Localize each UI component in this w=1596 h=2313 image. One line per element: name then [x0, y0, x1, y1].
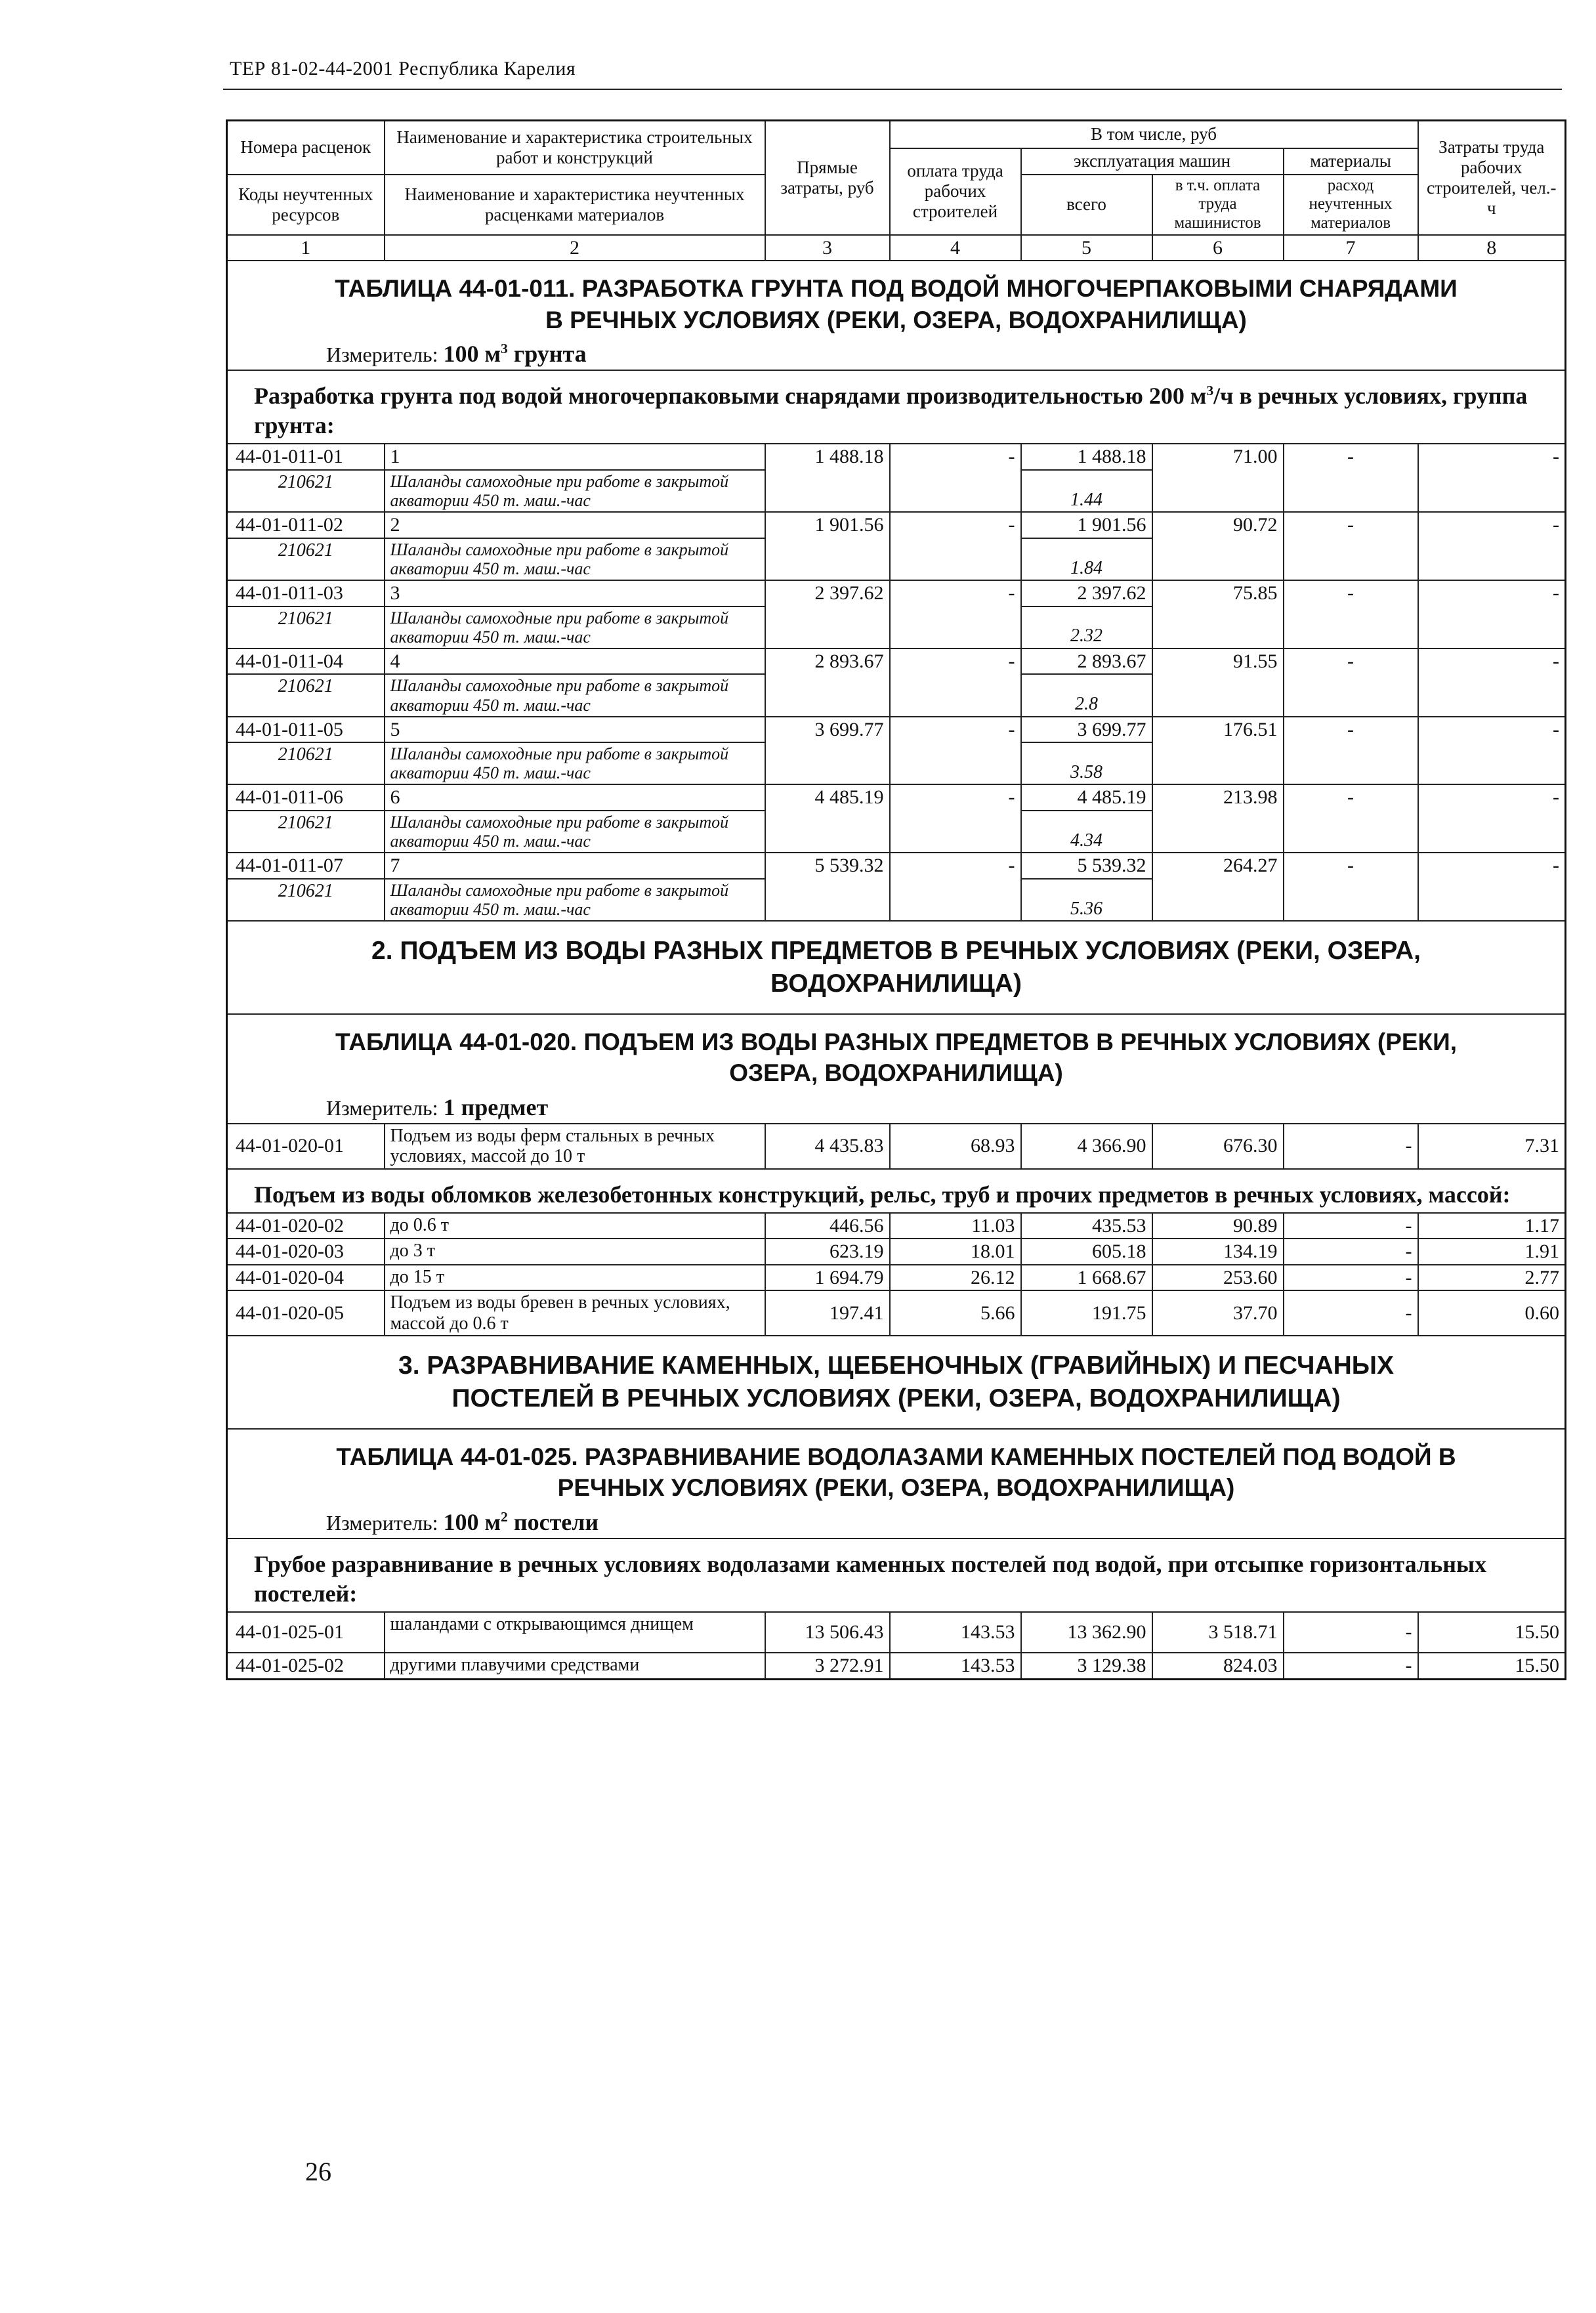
- column-number: 1: [227, 235, 385, 261]
- resource-name: Шаланды самоходные при работе в закрытой акватории 450 т. маш.-час: [385, 470, 765, 512]
- rate-code: 44-01-011-02: [227, 512, 385, 538]
- running-head: ТЕР 81-02-44-2001 Республика Карелия: [230, 58, 576, 79]
- subheader-row: [227, 370, 1566, 444]
- table-title-line: ТАБЛИЦА 44-01-011. РАЗРАБОТКА ГРУНТА ПОД ВОДОЙ МНОГОЧЕРПАКОВЫМИ СНАРЯДАМИ: [335, 275, 1458, 303]
- resource-code: 210621: [227, 606, 385, 648]
- materials: -: [1284, 853, 1418, 921]
- direct-costs: 197.41: [765, 1290, 890, 1336]
- table-title: [236, 1441, 1557, 1504]
- table-title: [236, 1027, 1557, 1089]
- materials: -: [1284, 1124, 1418, 1169]
- section-row: [227, 1336, 1566, 1429]
- table-row: [227, 648, 1566, 675]
- materials: -: [1284, 648, 1418, 717]
- resource-name: Шаланды самоходные при работе в закрытой акватории 450 т. маш.-час: [385, 811, 765, 853]
- worker-wages: 5.66: [890, 1290, 1021, 1336]
- table-row: [227, 1612, 1566, 1653]
- direct-costs: 3 272.91: [765, 1653, 890, 1679]
- measurement-unit-name: постели: [507, 1508, 599, 1535]
- labor-costs: 1.91: [1418, 1239, 1566, 1265]
- direct-costs: 2 893.67: [765, 648, 890, 717]
- resource-quantity: 2.8: [1021, 674, 1152, 716]
- rate-code: 44-01-025-02: [227, 1653, 385, 1679]
- header-unaccounted-materials: Наименование и характеристика неучтенных расценками материалов: [385, 175, 765, 235]
- header-labor-costs: Затраты труда рабочих строителей, чел.-ч: [1418, 121, 1566, 235]
- labor-costs: -: [1418, 444, 1566, 512]
- header-direct-costs: Прямые затраты, руб: [765, 121, 890, 235]
- operator-wages: 71.00: [1152, 444, 1284, 512]
- direct-costs: 1 694.79: [765, 1265, 890, 1291]
- machine-total: 605.18: [1021, 1239, 1152, 1265]
- rate-code: 44-01-025-01: [227, 1612, 385, 1653]
- worker-wages: 143.53: [890, 1612, 1021, 1653]
- column-number-row: [227, 235, 1566, 261]
- materials: -: [1284, 1290, 1418, 1336]
- machine-total: 5 539.32: [1021, 853, 1152, 879]
- table-row: [227, 1265, 1566, 1291]
- resource-code: 210621: [227, 811, 385, 853]
- rates-table-body: [227, 121, 1566, 1680]
- subheader-text: Подъем из воды обломков железобетонных конструкций, рельс, труб и прочих предметов в речных условиях, массой:: [227, 1169, 1566, 1213]
- table-row: [227, 1239, 1566, 1265]
- resource-code: 210621: [227, 742, 385, 784]
- soil-group: 3: [385, 580, 765, 606]
- labor-costs: -: [1418, 512, 1566, 580]
- measurement-exponent: 2: [501, 1508, 508, 1525]
- table-title-line: ТАБЛИЦА 44-01-020. ПОДЪЕМ ИЗ ВОДЫ РАЗНЫХ ПРЕДМЕТОВ В РЕЧНЫХ УСЛОВИЯХ (РЕКИ,: [335, 1028, 1458, 1055]
- rate-code: 44-01-011-06: [227, 784, 385, 811]
- table-row: [227, 580, 1566, 606]
- rate-code: 44-01-020-01: [227, 1124, 385, 1169]
- machine-total: 435.53: [1021, 1213, 1152, 1239]
- measurement-value: 1 предмет: [443, 1093, 549, 1120]
- header-machine-operation: эксплуатация машин: [1021, 148, 1284, 175]
- table-title-row: [227, 1429, 1566, 1538]
- table-row: [227, 853, 1566, 879]
- labor-costs: -: [1418, 580, 1566, 648]
- materials: -: [1284, 580, 1418, 648]
- worker-wages: 68.93: [890, 1124, 1021, 1169]
- worker-wages: -: [890, 580, 1021, 648]
- labor-costs: 2.77: [1418, 1265, 1566, 1291]
- direct-costs: 1 488.18: [765, 444, 890, 512]
- labor-costs: -: [1418, 717, 1566, 785]
- column-number: 7: [1284, 235, 1418, 261]
- work-name: Подъем из воды ферм стальных в речных условиях, массой до 10 т: [385, 1124, 765, 1169]
- section-title-line: ВОДОХРАНИЛИЩА): [770, 969, 1022, 998]
- header-work-name: Наименование и характеристика строительных работ и конструкций: [385, 121, 765, 175]
- operator-wages: 176.51: [1152, 717, 1284, 785]
- measurement-unit-name: грунта: [507, 341, 587, 368]
- rate-code: 44-01-020-04: [227, 1265, 385, 1291]
- operator-wages: 90.72: [1152, 512, 1284, 580]
- materials: -: [1284, 1213, 1418, 1239]
- resource-code: 210621: [227, 470, 385, 512]
- worker-wages: -: [890, 717, 1021, 785]
- resource-code: 210621: [227, 674, 385, 716]
- rate-code: 44-01-011-01: [227, 444, 385, 470]
- resource-quantity: 2.32: [1021, 606, 1152, 648]
- section-2-title: [227, 921, 1566, 1014]
- direct-costs: 4 485.19: [765, 784, 890, 853]
- direct-costs: 446.56: [765, 1213, 890, 1239]
- resource-quantity: 1.44: [1021, 470, 1152, 512]
- table-title-line: В РЕЧНЫХ УСЛОВИЯХ (РЕКИ, ОЗЕРА, ВОДОХРАНИЛИЩА): [545, 306, 1247, 333]
- soil-group: 1: [385, 444, 765, 470]
- rate-code: 44-01-011-03: [227, 580, 385, 606]
- subheader-text: [227, 370, 1566, 444]
- machine-total: 4 366.90: [1021, 1124, 1152, 1169]
- operator-wages: 213.98: [1152, 784, 1284, 853]
- rate-code: 44-01-020-05: [227, 1290, 385, 1336]
- header-worker-wages: оплата труда рабочих строителей: [890, 148, 1021, 235]
- operator-wages: 37.70: [1152, 1290, 1284, 1336]
- header-unaccounted-codes: Коды неучтенных ресурсов: [227, 175, 385, 235]
- header-including: В том числе, руб: [890, 121, 1418, 148]
- measurement-unit: [236, 341, 1557, 367]
- header-materials: материалы: [1284, 148, 1418, 175]
- section-title-line: ПОСТЕЛЕЙ В РЕЧНЫХ УСЛОВИЯХ (РЕКИ, ОЗЕРА, ВОДОХРАНИЛИЩА): [452, 1384, 1341, 1413]
- direct-costs: 1 901.56: [765, 512, 890, 580]
- measurement-label: Измеритель:: [326, 1095, 438, 1120]
- subheader-exponent: 3: [1206, 383, 1214, 399]
- table-row: [227, 512, 1566, 538]
- work-name: до 0.6 т: [385, 1213, 765, 1239]
- soil-group: 7: [385, 853, 765, 879]
- page-number: 26: [305, 2157, 331, 2186]
- worker-wages: -: [890, 648, 1021, 717]
- direct-costs: 3 699.77: [765, 717, 890, 785]
- worker-wages: -: [890, 784, 1021, 853]
- header-unaccounted-material-use: расход неучтенных материалов: [1284, 175, 1418, 235]
- labor-costs: -: [1418, 853, 1566, 921]
- table-row: [227, 1290, 1566, 1336]
- column-number: 2: [385, 235, 765, 261]
- header-row: [227, 121, 1566, 148]
- direct-costs: 623.19: [765, 1239, 890, 1265]
- work-name: Подъем из воды бревен в речных условиях, массой до 0.6 т: [385, 1290, 765, 1336]
- labor-costs: 7.31: [1418, 1124, 1566, 1169]
- resource-name: Шаланды самоходные при работе в закрытой акватории 450 т. маш.-час: [385, 538, 765, 580]
- resource-name: Шаланды самоходные при работе в закрытой акватории 450 т. маш.-час: [385, 674, 765, 716]
- rate-code: 44-01-011-05: [227, 717, 385, 743]
- operator-wages: 264.27: [1152, 853, 1284, 921]
- operator-wages: 253.60: [1152, 1265, 1284, 1291]
- labor-costs: -: [1418, 648, 1566, 717]
- table-row: [227, 444, 1566, 470]
- direct-costs: 5 539.32: [765, 853, 890, 921]
- column-number: 6: [1152, 235, 1284, 261]
- table-row: [227, 1213, 1566, 1239]
- direct-costs: 13 506.43: [765, 1612, 890, 1653]
- labor-costs: -: [1418, 784, 1566, 853]
- machine-total: 13 362.90: [1021, 1612, 1152, 1653]
- measurement-exponent: 3: [501, 341, 508, 357]
- section-row: [227, 921, 1566, 1014]
- header-machine-total: всего: [1021, 175, 1152, 235]
- resource-name: Шаланды самоходные при работе в закрытой акватории 450 т. маш.-час: [385, 742, 765, 784]
- measurement-value: 100 м: [443, 341, 501, 368]
- subheader-part: Разработка грунта под водой многочерпаковыми снарядами производительностью 200 м: [254, 383, 1207, 410]
- soil-group: 4: [385, 648, 765, 675]
- section-3-title: [227, 1336, 1566, 1429]
- resource-name: Шаланды самоходные при работе в закрытой акватории 450 т. маш.-час: [385, 879, 765, 921]
- table-title: [236, 273, 1557, 335]
- machine-total: 1 668.67: [1021, 1265, 1152, 1291]
- rate-code: 44-01-020-02: [227, 1213, 385, 1239]
- table-title-line: ТАБЛИЦА 44-01-025. РАЗРАВНИВАНИЕ ВОДОЛАЗАМИ КАМЕННЫХ ПОСТЕЛЕЙ ПОД ВОДОЙ В: [336, 1443, 1456, 1470]
- worker-wages: 143.53: [890, 1653, 1021, 1679]
- subheader-row: [227, 1169, 1566, 1213]
- resource-quantity: 5.36: [1021, 879, 1152, 921]
- column-number: 5: [1021, 235, 1152, 261]
- labor-costs: 15.50: [1418, 1612, 1566, 1653]
- rate-code: 44-01-020-03: [227, 1239, 385, 1265]
- direct-costs: 2 397.62: [765, 580, 890, 648]
- section-title-line: 3. РАЗРАВНИВАНИЕ КАМЕННЫХ, ЩЕБЕНОЧНЫХ (ГРАВИЙНЫХ) И ПЕСЧАНЫХ: [398, 1351, 1394, 1380]
- measurement-unit: [236, 1509, 1557, 1535]
- machine-total: 3 129.38: [1021, 1653, 1152, 1679]
- table-title-block: [227, 1014, 1566, 1124]
- materials: -: [1284, 512, 1418, 580]
- section-title-line: 2. ПОДЪЕМ ИЗ ВОДЫ РАЗНЫХ ПРЕДМЕТОВ В РЕЧНЫХ УСЛОВИЯХ (РЕКИ, ОЗЕРА,: [371, 937, 1421, 966]
- subheader-text: Грубое разравнивание в речных условиях водолазами каменных постелей под водой, при отсыпке горизонтальных постелей:: [227, 1538, 1566, 1612]
- operator-wages: 824.03: [1152, 1653, 1284, 1679]
- soil-group: 2: [385, 512, 765, 538]
- machine-total: 2 397.62: [1021, 580, 1152, 606]
- measurement-label: Измеритель:: [326, 343, 438, 367]
- labor-costs: 15.50: [1418, 1653, 1566, 1679]
- materials: -: [1284, 784, 1418, 853]
- column-number: 8: [1418, 235, 1566, 261]
- subheader-part: /ч в речных условиях, группа грунта:: [254, 383, 1528, 439]
- header-operator-wages: в т.ч. оплата труда машинистов: [1152, 175, 1284, 235]
- operator-wages: 75.85: [1152, 580, 1284, 648]
- worker-wages: -: [890, 853, 1021, 921]
- resource-code: 210621: [227, 538, 385, 580]
- operator-wages: 134.19: [1152, 1239, 1284, 1265]
- worker-wages: 11.03: [890, 1213, 1021, 1239]
- machine-total: 4 485.19: [1021, 784, 1152, 811]
- table-row: [227, 784, 1566, 811]
- work-name: до 3 т: [385, 1239, 765, 1265]
- machine-total: 191.75: [1021, 1290, 1152, 1336]
- worker-wages: -: [890, 444, 1021, 512]
- labor-costs: 1.17: [1418, 1213, 1566, 1239]
- operator-wages: 3 518.71: [1152, 1612, 1284, 1653]
- table-row: [227, 717, 1566, 743]
- column-number: 4: [890, 235, 1021, 261]
- table-title-row: [227, 261, 1566, 370]
- rate-code: 44-01-011-04: [227, 648, 385, 675]
- table-title-line: ОЗЕРА, ВОДОХРАНИЛИЩА): [729, 1059, 1063, 1087]
- materials: -: [1284, 1265, 1418, 1291]
- work-name: другими плавучими средствами: [385, 1653, 765, 1679]
- subheader-row: [227, 1538, 1566, 1612]
- materials: -: [1284, 1653, 1418, 1679]
- materials: -: [1284, 444, 1418, 512]
- table-title-block: [227, 1429, 1566, 1538]
- operator-wages: 90.89: [1152, 1213, 1284, 1239]
- work-name: шаландами с открывающимся днищем: [385, 1612, 765, 1653]
- labor-costs: 0.60: [1418, 1290, 1566, 1336]
- table-title-row: [227, 1014, 1566, 1124]
- worker-wages: 26.12: [890, 1265, 1021, 1291]
- table-row: [227, 1124, 1566, 1169]
- measurement-value: 100 м: [443, 1508, 501, 1535]
- operator-wages: 676.30: [1152, 1124, 1284, 1169]
- measurement-label: Измеритель:: [326, 1510, 438, 1535]
- worker-wages: 18.01: [890, 1239, 1021, 1265]
- table-title-line: РЕЧНЫХ УСЛОВИЯХ (РЕКИ, ОЗЕРА, ВОДОХРАНИЛИЩА): [557, 1474, 1235, 1502]
- header-rule: [223, 89, 1562, 90]
- table-title-block: [227, 261, 1566, 370]
- resource-quantity: 1.84: [1021, 538, 1152, 580]
- header-rate-numbers: Номера расценок: [227, 121, 385, 175]
- machine-total: 1 488.18: [1021, 444, 1152, 470]
- work-name: до 15 т: [385, 1265, 765, 1291]
- worker-wages: -: [890, 512, 1021, 580]
- rates-table: [226, 119, 1566, 1680]
- operator-wages: 91.55: [1152, 648, 1284, 717]
- resource-code: 210621: [227, 879, 385, 921]
- machine-total: 2 893.67: [1021, 648, 1152, 675]
- materials: -: [1284, 717, 1418, 785]
- materials: -: [1284, 1239, 1418, 1265]
- machine-total: 1 901.56: [1021, 512, 1152, 538]
- measurement-unit: [236, 1094, 1557, 1120]
- direct-costs: 4 435.83: [765, 1124, 890, 1169]
- resource-quantity: 4.34: [1021, 811, 1152, 853]
- materials: -: [1284, 1612, 1418, 1653]
- column-number: 3: [765, 235, 890, 261]
- table-row: [227, 1653, 1566, 1679]
- resource-quantity: 3.58: [1021, 742, 1152, 784]
- resource-name: Шаланды самоходные при работе в закрытой акватории 450 т. маш.-час: [385, 606, 765, 648]
- soil-group: 5: [385, 717, 765, 743]
- soil-group: 6: [385, 784, 765, 811]
- machine-total: 3 699.77: [1021, 717, 1152, 743]
- rate-code: 44-01-011-07: [227, 853, 385, 879]
